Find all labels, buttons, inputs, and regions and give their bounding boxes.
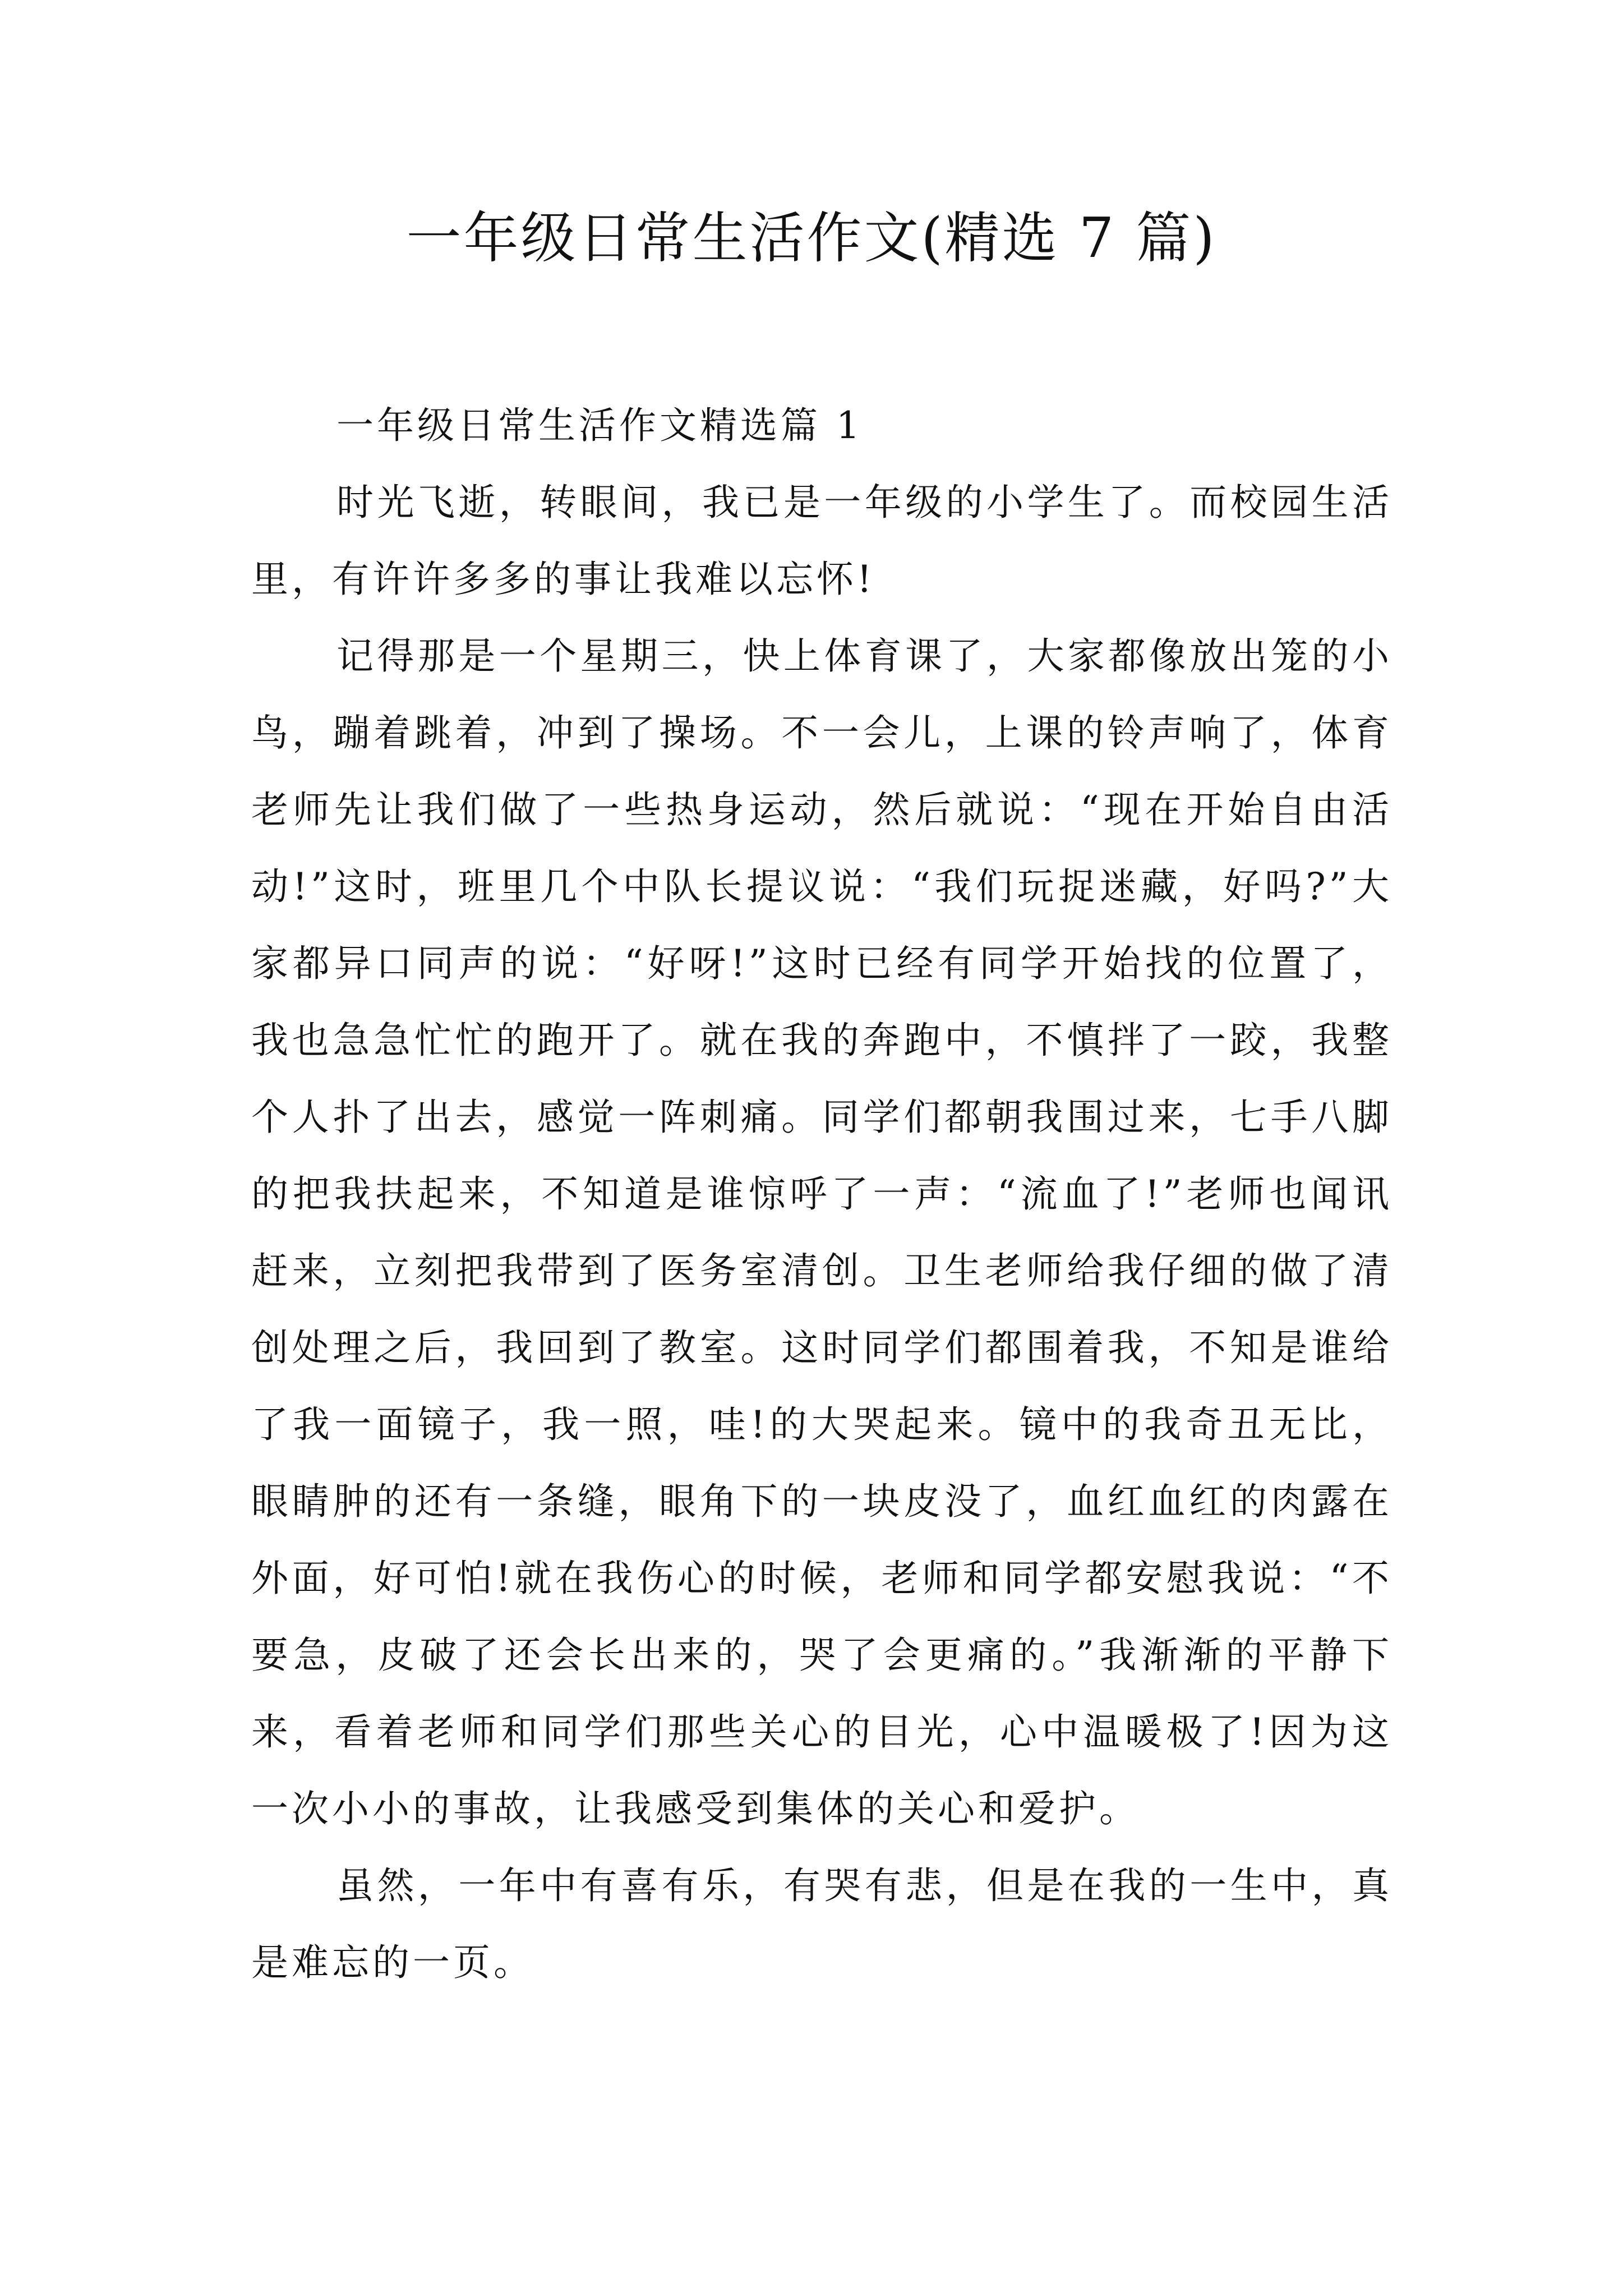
section-heading: 一年级日常生活作文精选篇 1 — [336, 404, 863, 447]
document-body — [251, 387, 1393, 2001]
paragraph: 记得那是一个星期三，快上体育课了，大家都像放出笼的小鸟，蹦着跳着，冲到了操场。不一会儿，上课的铃声响了，体育老师先让我们做了一些热身运动，然后就说：“现在开始自由活动!”这时，班里几个中队长提议说：“我们玩捉迷藏，好吗?”大家都异口同声的说：“好呀!”这时已经有同学开始找的位置了，我也急急忙忙的跑开了。就在我的奔跑中，不慎拌了一跤，我整个人扑了出去，感觉一阵刺痛。同学们都朝我围过来，七手八脚的把我扶起来，不知道是谁惊呼了一声：“流血了!”老师也闻讯赶来，立刻把我带到了医务室清创。卫生老师给我仔细的做了清创处理之后，我回到了教室。这时同学们都围着我，不知是谁给了我一面镜子，我一照，哇!的大哭起来。镜中的我奇丑无比，眼睛肿的还有一条缝，眼角下的一块皮没了，血红血红的肉露在外面，好可怕!就在我伤心的时候，老师和同学都安慰我说：“不要急，皮破了还会长出来的，哭了会更痛的。”我渐渐的平静下来，看着老师和同学们那些关心的目光，心中温暖极了!因为这一次小小的事故，让我感受到集体的关心和爱护。 — [251, 634, 1393, 1830]
paragraph: 时光飞逝，转眼间，我已是一年级的小学生了。而校园生活里，有许许多多的事让我难以忘怀! — [251, 481, 1393, 601]
paragraph: 虽然，一年中有喜有乐，有哭有悲，但是在我的一生中，真是难忘的一页。 — [251, 1864, 1393, 1984]
document-title: 一年级日常生活作文(精选 7 篇) — [406, 206, 1217, 270]
